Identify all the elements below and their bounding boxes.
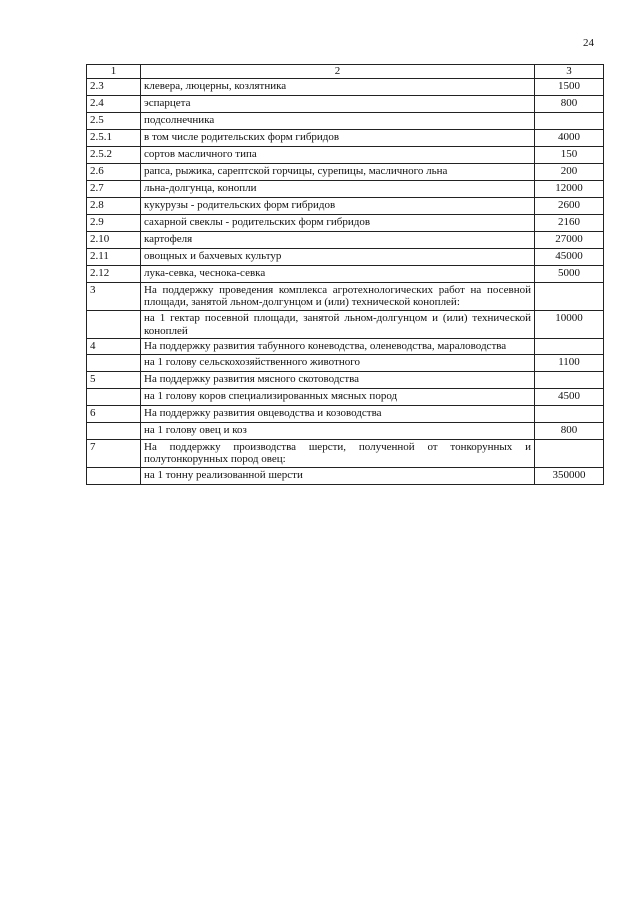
row-value: 2160	[535, 214, 604, 231]
row-description: лука-севка, чеснока-севка	[141, 265, 535, 282]
row-number: 4	[87, 339, 141, 355]
header-cell-1: 1	[87, 65, 141, 79]
table-row	[87, 439, 604, 467]
row-value: 1100	[535, 354, 604, 371]
row-description: сахарной свеклы - родительских форм гибридов	[141, 214, 535, 231]
row-description: эспарцета	[141, 95, 535, 112]
table-row	[87, 388, 604, 405]
row-value	[535, 405, 604, 422]
table-row	[87, 248, 604, 265]
table-row	[87, 310, 604, 338]
row-value: 150	[535, 146, 604, 163]
row-description: рапса, рыжика, сарептской горчицы, сурепицы, масличного льна	[141, 163, 535, 180]
row-number	[87, 388, 141, 405]
row-value	[535, 282, 604, 310]
row-number: 2.7	[87, 180, 141, 197]
row-description: картофеля	[141, 231, 535, 248]
row-number: 2.5.1	[87, 129, 141, 146]
row-number: 7	[87, 439, 141, 467]
row-value: 45000	[535, 248, 604, 265]
table-row	[87, 163, 604, 180]
row-description: кукурузы - родительских форм гибридов	[141, 197, 535, 214]
row-value: 5000	[535, 265, 604, 282]
row-description: На поддержку развития табунного коневодства, оленеводства, мараловодства	[141, 339, 535, 355]
row-number	[87, 354, 141, 371]
row-value: 1500	[535, 78, 604, 95]
row-description: На поддержку проведения комплекса агротехнологических работ на посевной площади, занятой льном-долгунцом и (или) технической коноплей:	[141, 282, 535, 310]
table-row	[87, 371, 604, 388]
row-value: 4000	[535, 129, 604, 146]
row-description: льна-долгунца, конопли	[141, 180, 535, 197]
row-value	[535, 439, 604, 467]
table-row	[87, 95, 604, 112]
subsidy-rates-table	[86, 64, 604, 485]
row-description: на 1 тонну реализованной шерсти	[141, 468, 535, 485]
table-row	[87, 214, 604, 231]
table-row	[87, 197, 604, 214]
row-value: 350000	[535, 468, 604, 485]
row-number: 5	[87, 371, 141, 388]
row-description: клевера, люцерны, козлятника	[141, 78, 535, 95]
table-row	[87, 405, 604, 422]
table-row	[87, 354, 604, 371]
row-description: подсолнечника	[141, 112, 535, 129]
row-number	[87, 310, 141, 338]
row-description: На поддержку развития мясного скотоводства	[141, 371, 535, 388]
row-value: 800	[535, 95, 604, 112]
row-number: 2.10	[87, 231, 141, 248]
row-number: 2.11	[87, 248, 141, 265]
row-description: на 1 голову коров специализированных мясных пород	[141, 388, 535, 405]
row-value: 12000	[535, 180, 604, 197]
table-row	[87, 129, 604, 146]
header-cell-2: 2	[141, 65, 535, 79]
table-header-row	[87, 65, 604, 79]
row-number: 2.9	[87, 214, 141, 231]
table-row	[87, 339, 604, 355]
table-row	[87, 231, 604, 248]
row-number	[87, 468, 141, 485]
row-description: овощных и бахчевых культур	[141, 248, 535, 265]
table-row	[87, 468, 604, 485]
row-description: на 1 гектар посевной площади, занятой льном-долгунцом и (или) технической коноплей	[141, 310, 535, 338]
row-value	[535, 339, 604, 355]
table-row	[87, 422, 604, 439]
row-value	[535, 371, 604, 388]
page-number: 24	[583, 37, 594, 49]
row-description: на 1 голову овец и коз	[141, 422, 535, 439]
row-description: сортов масличного типа	[141, 146, 535, 163]
row-value: 2600	[535, 197, 604, 214]
row-value: 27000	[535, 231, 604, 248]
row-value	[535, 112, 604, 129]
table-row	[87, 78, 604, 95]
row-number	[87, 422, 141, 439]
row-number: 2.6	[87, 163, 141, 180]
row-description: На поддержку производства шерсти, полученной от тонкорунных и полутонкорунных пород овец:	[141, 439, 535, 467]
table-row	[87, 146, 604, 163]
table-row	[87, 180, 604, 197]
row-number: 2.5	[87, 112, 141, 129]
row-number: 6	[87, 405, 141, 422]
row-number: 2.8	[87, 197, 141, 214]
row-description: на 1 голову сельскохозяйственного животного	[141, 354, 535, 371]
row-description: в том числе родительских форм гибридов	[141, 129, 535, 146]
row-number: 2.5.2	[87, 146, 141, 163]
row-value: 10000	[535, 310, 604, 338]
table-row	[87, 265, 604, 282]
row-description: На поддержку развития овцеводства и козоводства	[141, 405, 535, 422]
row-value: 4500	[535, 388, 604, 405]
row-number: 2.3	[87, 78, 141, 95]
row-number: 3	[87, 282, 141, 310]
row-value: 200	[535, 163, 604, 180]
table-row	[87, 112, 604, 129]
header-cell-3: 3	[535, 65, 604, 79]
table-row	[87, 282, 604, 310]
row-value: 800	[535, 422, 604, 439]
row-number: 2.4	[87, 95, 141, 112]
row-number: 2.12	[87, 265, 141, 282]
